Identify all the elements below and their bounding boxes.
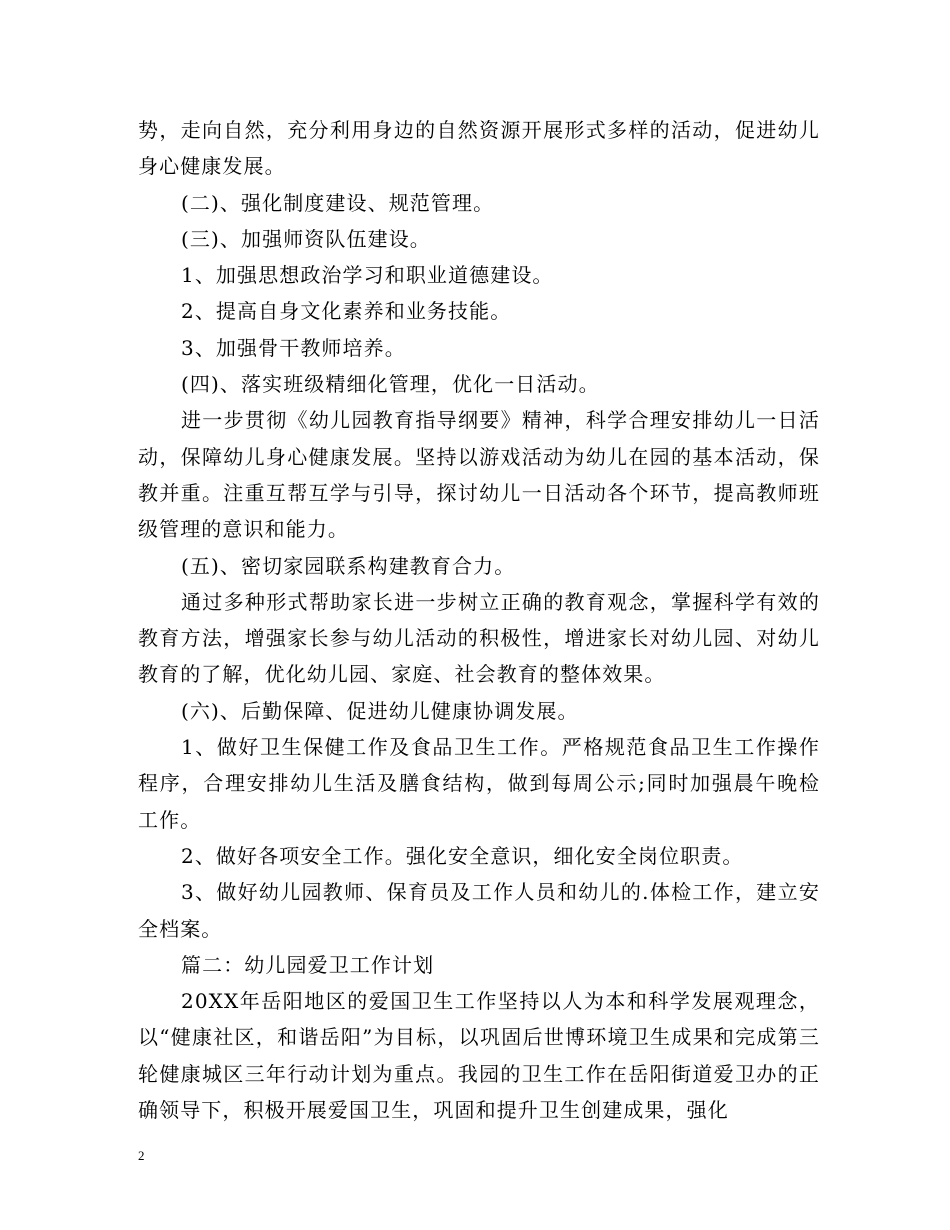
paragraph: 篇二：幼儿园爱卫工作计划 <box>181 952 435 977</box>
paragraph: 势，走向自然，充分利用身边的自然资源开展形式多样的活动，促进幼儿身心健康发展。 <box>138 118 820 179</box>
paragraph: 3、加强骨干教师培养。 <box>181 335 406 360</box>
paragraph: 2、提高自身文化素养和业务技能。 <box>181 299 512 324</box>
paragraph: 2、做好各项安全工作。强化安全意识，细化安全岗位职责。 <box>181 843 744 868</box>
paragraph: 1、加强思想政治学习和职业道德建设。 <box>181 263 554 288</box>
paragraph: (六)、后勤保障、促进幼儿健康协调发展。 <box>181 698 579 723</box>
paragraph: 20XX年岳阳地区的爱国卫生工作坚持以人为本和科学发展观理念，以“健康社区，和谐岳阳”为目标，以巩固后世博环境卫生成果和完成第三轮健康城区三年行动计划为重点。我园的卫生工作在岳阳街道爱卫办的正确领导下，积极开展爱国卫生，巩固和提升卫生创建成果，强化 <box>138 989 820 1123</box>
paragraph: (三)、加强师资队伍建设。 <box>181 226 431 251</box>
page-number: 2 <box>138 1148 145 1163</box>
paragraph: (二)、强化制度建设、规范管理。 <box>181 190 495 215</box>
paragraph: 进一步贯彻《幼儿园教育指导纲要》精神，科学合理安排幼儿一日活动，保障幼儿身心健康发展。坚持以游戏活动为幼儿在园的基本活动，保教并重。注重互帮互学与引导，探讨幼儿一日活动各个环节，提高教师班级管理的意识和能力。 <box>138 408 820 542</box>
paragraph: (四)、落实班级精细化管理，优化一日活动。 <box>181 372 600 397</box>
paragraph: 3、做好幼儿园教师、保育员及工作人员和幼儿的.体检工作，建立安全档案。 <box>138 880 820 941</box>
paragraph: 1、做好卫生保健工作及食品卫生工作。严格规范食品卫生工作操作程序，合理安排幼儿生活及膳食结构，做到每周公示;同时加强晨午晚检工作。 <box>138 735 820 832</box>
document-body <box>138 112 820 1128</box>
paragraph: (五)、密切家园联系构建教育合力。 <box>181 553 516 578</box>
paragraph: 通过多种形式帮助家长进一步树立正确的教育观念，掌握科学有效的教育方法，增强家长参与幼儿活动的积极性，增进家长对幼儿园、对幼儿教育的了解，优化幼儿园、家庭、社会教育的整体效果。 <box>138 589 820 687</box>
